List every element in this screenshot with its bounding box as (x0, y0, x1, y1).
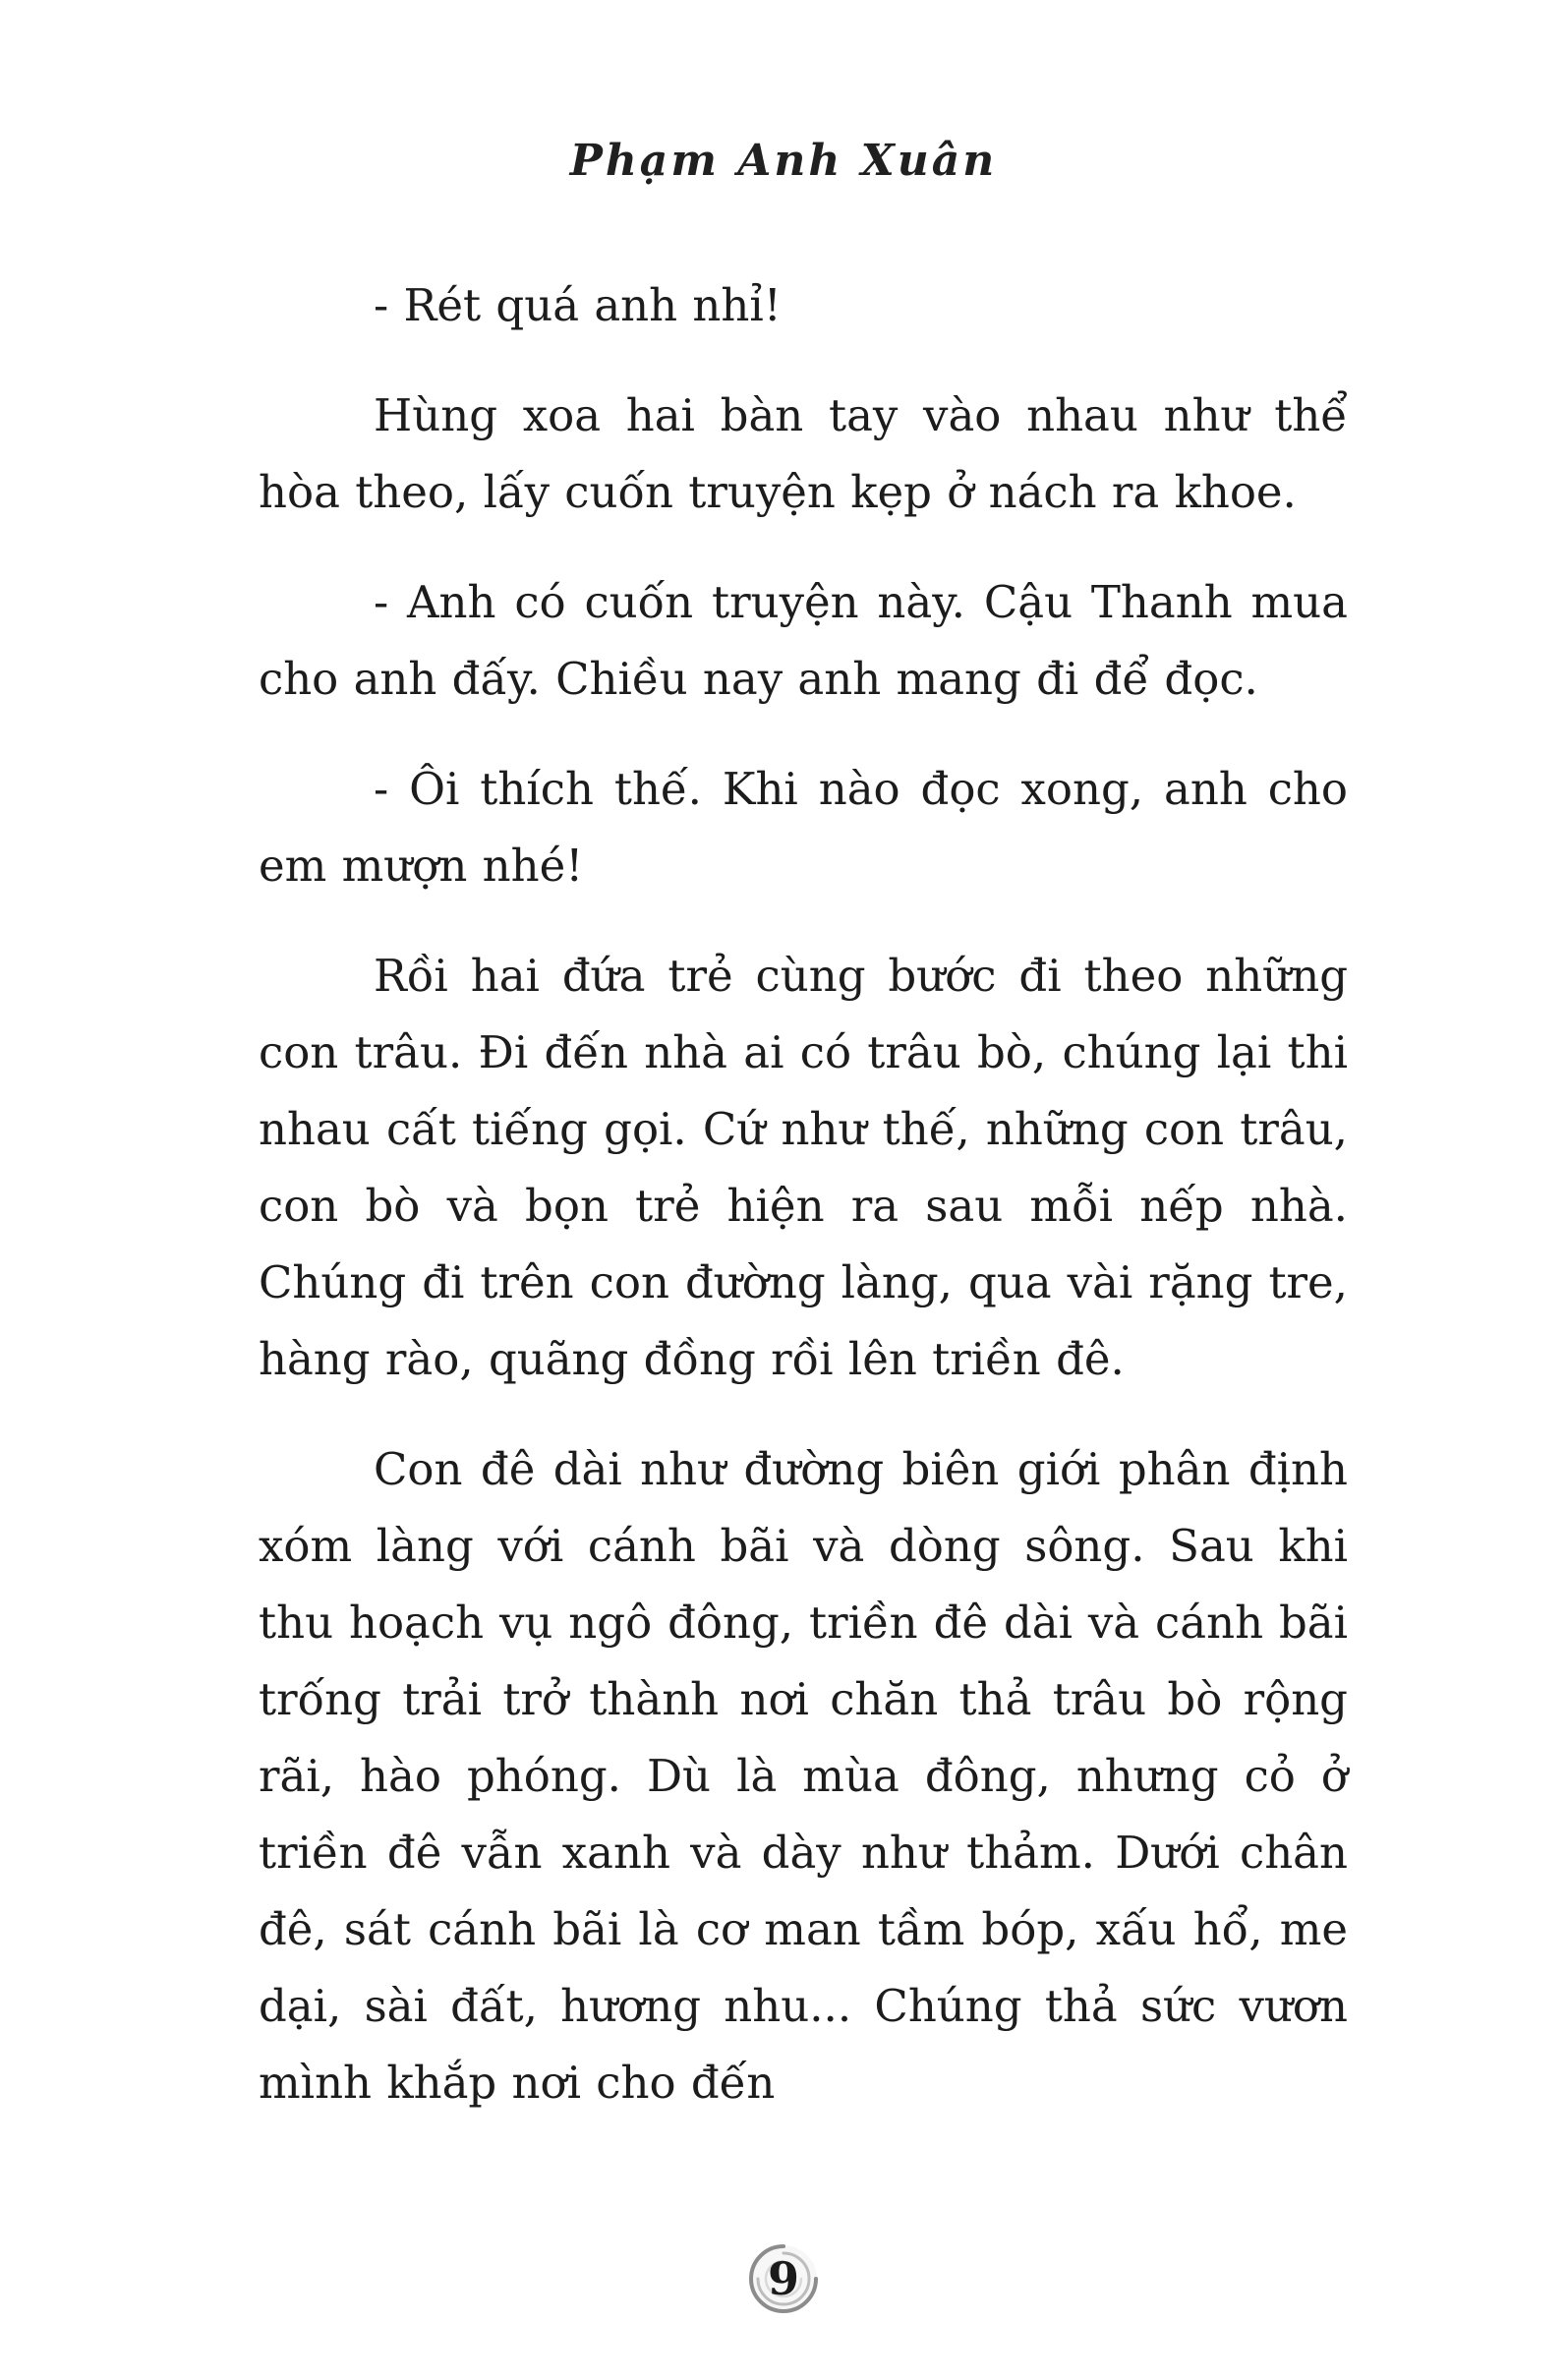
body-paragraph: Con đê dài như đường biên giới phân định xóm làng với cánh bãi và dòng sông. Sau khi thu hoạch vụ ngô đông, triền đê dài và cánh bãi trống trải trở thành nơi chăn thả trâu bò rộng rãi, hào phóng. Dù là mùa đông, nhưng cỏ ở triền đê vẫn xanh và dày như thảm. Dưới chân đê, sát cánh bãi là cơ man tầm bóp, xấu hổ, me dại, sài đất, hương nhu... Chúng thả sức vươn mình khắp nơi cho đến (259, 1443, 1348, 2109)
body-paragraph: - Ôi thích thế. Khi nào đọc xong, anh cho em mượn nhé! (259, 763, 1348, 892)
body-paragraph: Hùng xoa hai bàn tay vào nhau như thể hòa theo, lấy cuốn truyện kẹp ở nách ra khoe. (259, 389, 1348, 518)
body-paragraph: - Rét quá anh nhỉ! (374, 279, 782, 331)
body-text (259, 267, 1348, 2155)
page-number: 9 (767, 2252, 799, 2305)
author-header: Phạm Anh Xuân (569, 136, 998, 186)
body-paragraph: - Anh có cuốn truyện này. Cậu Thanh mua cho anh đấy. Chiều nay anh mang đi để đọc. (259, 576, 1348, 705)
body-paragraph: Rồi hai đứa trẻ cùng bước đi theo những con trâu. Đi đến nhà ai có trâu bò, chúng lại thi nhau cất tiếng gọi. Cứ như thế, những con trâu, con bò và bọn trẻ hiện ra sau mỗi nếp nhà. Chúng đi trên con đường làng, qua vài rặng tre, hàng rào, quãng đồng rồi lên triền đê. (259, 950, 1348, 1385)
page-number-badge (746, 2241, 821, 2316)
